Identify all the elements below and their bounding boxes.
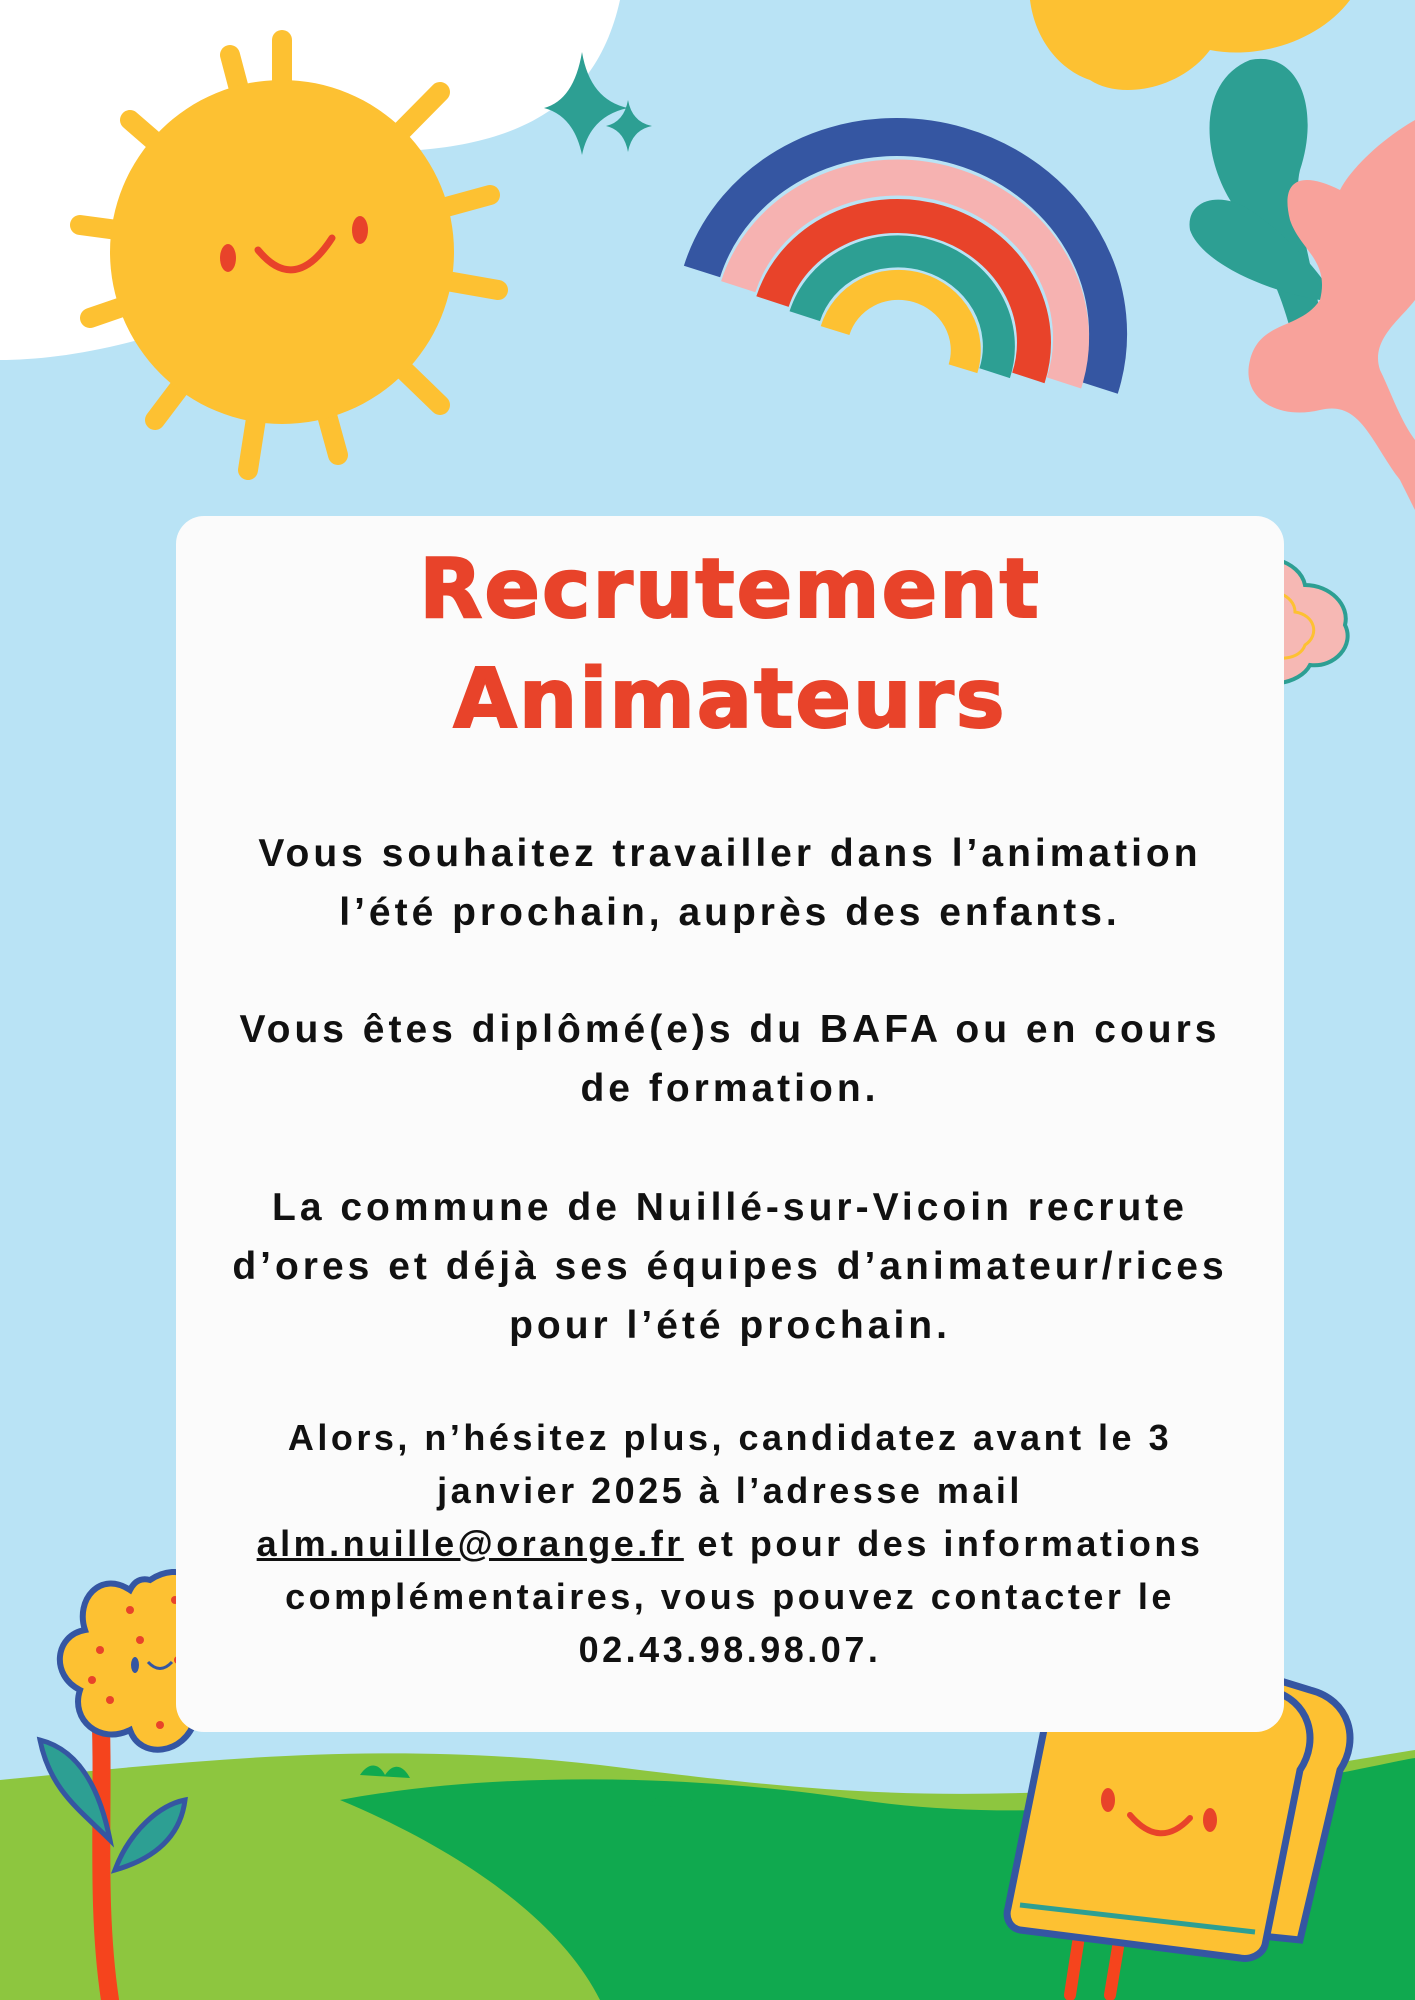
- phone-number: 02.43.98.98.07.: [578, 1629, 882, 1670]
- paragraph-1-line2: l’été prochain, auprès des enfants.: [339, 891, 1121, 934]
- paragraph-3-line2: d’ores et déjà ses équipes d’animateur/rices: [232, 1245, 1228, 1288]
- paragraph-4-line3-rest: et pour des informations: [683, 1523, 1204, 1564]
- page-title-line2: Animateurs: [453, 652, 1007, 747]
- paragraph-1-line1: Vous souhaitez travailler dans l’animation: [258, 832, 1202, 875]
- email-link[interactable]: alm.nuille@orange.fr: [256, 1523, 684, 1564]
- paragraph-1: [186, 824, 1274, 942]
- paragraph-3: [186, 1178, 1274, 1355]
- page-title: Recrutement: [419, 542, 1041, 637]
- paragraph-2-line1: Vous êtes diplômé(e)s du BAFA ou en cours: [239, 1008, 1221, 1051]
- rainbow-icon: [694, 111, 1133, 389]
- paragraph-3-line1: La commune de Nuillé-sur-Vicoin recrute: [272, 1186, 1188, 1229]
- paragraph-4-line2: janvier 2025 à l’adresse mail: [437, 1470, 1023, 1511]
- paragraph-2: [186, 1000, 1274, 1118]
- cloud-top-right: [1030, 0, 1350, 90]
- paragraph-4-line4: complémentaires, vous pouvez contacter le: [285, 1576, 1175, 1617]
- paragraph-3-line3: pour l’été prochain.: [509, 1304, 951, 1347]
- paragraph-4-line3: [186, 1517, 1274, 1570]
- plant-icon: [1190, 59, 1415, 510]
- paragraph-4: [186, 1411, 1274, 1676]
- paragraph-4-line1: Alors, n’hésitez plus, candidatez avant le 3: [287, 1417, 1173, 1458]
- paragraph-2-line2: de formation.: [580, 1067, 880, 1110]
